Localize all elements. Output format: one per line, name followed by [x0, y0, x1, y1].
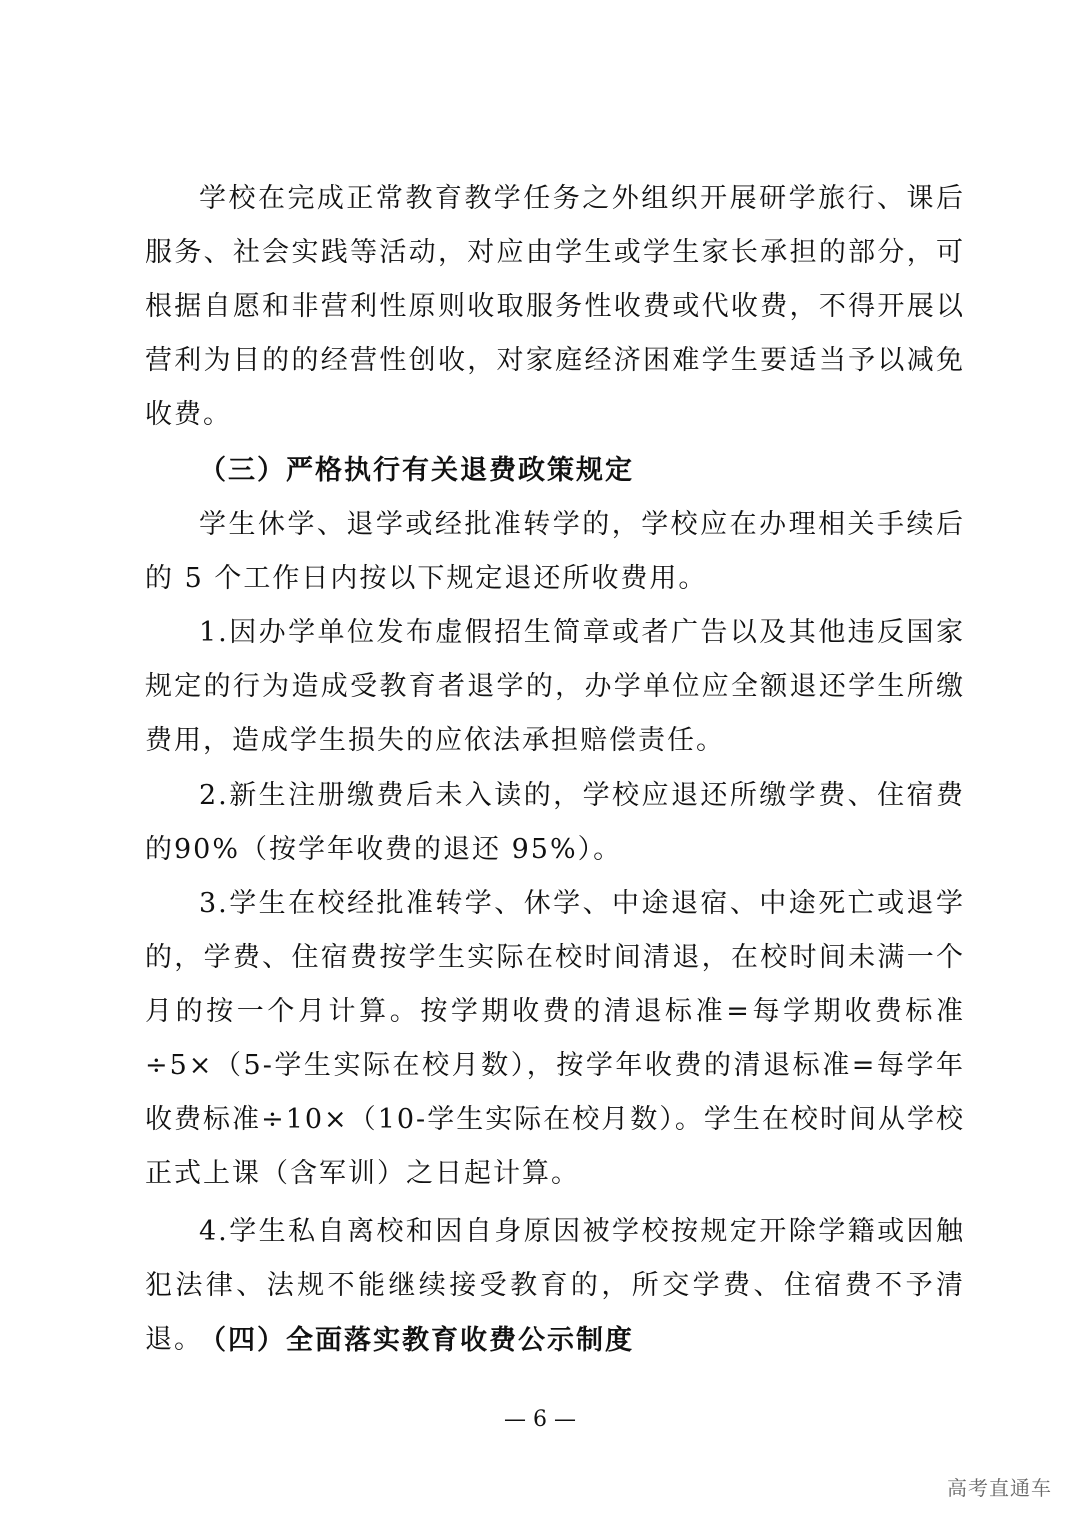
list-item-refund-4: 4.学生私自离校和因自身原因被学校按规定开除学籍或因触犯法律、法规不能继续接受教育的，所交学费、住宿费不予清退。: [145, 1216, 965, 1355]
list-item-refund-2: 2.新生注册缴费后未入读的，学校应退还所缴学费、住宿费的90%（按学年收费的退还 95%）。: [145, 780, 965, 865]
paragraph-service-fees: 学校在完成正常教育教学任务之外组织开展研学旅行、课后服务、社会实践等活动，对应由学生或学生家长承担的部分，可根据自愿和非营利性原则收取服务性收费或代收费，不得开展以营利为目的的经营性创收，对家庭经济困难学生要适当予以减免收费。: [145, 183, 965, 430]
page-number: — 6 —: [504, 1407, 576, 1432]
watermark: 高考直通车: [947, 1476, 1052, 1500]
list-item-refund-1: 1.因办学单位发布虚假招生简章或者广告以及其他违反国家规定的行为造成受教育者退学的，办学单位应全额退还学生所缴费用，造成学生损失的应依法承担赔偿责任。: [145, 617, 965, 756]
paragraph-refund-intro: 学生休学、退学或经批准转学的，学校应在办理相关手续后的 5 个工作日内按以下规定退还所收费用。: [145, 509, 965, 594]
section-heading-fee-disclosure: （四）全面落实教育收费公示制度: [199, 1325, 634, 1356]
list-item-refund-3: 3.学生在校经批准转学、休学、中途退宿、中途死亡或退学的，学费、住宿费按学生实际在校时间清退，在校时间未满一个月的按一个月计算。按学期收费的清退标准=每学期收费标准÷5×（5-学生实际在校月数），按学年收费的清退标准=每学年收费标准÷10×（10-学生实际在校月数）。学生在校时间从学校正式上课（含军训）之日起计算。: [145, 888, 965, 1189]
section-heading-refund-policy: （三）严格执行有关退费政策规定: [199, 455, 634, 486]
